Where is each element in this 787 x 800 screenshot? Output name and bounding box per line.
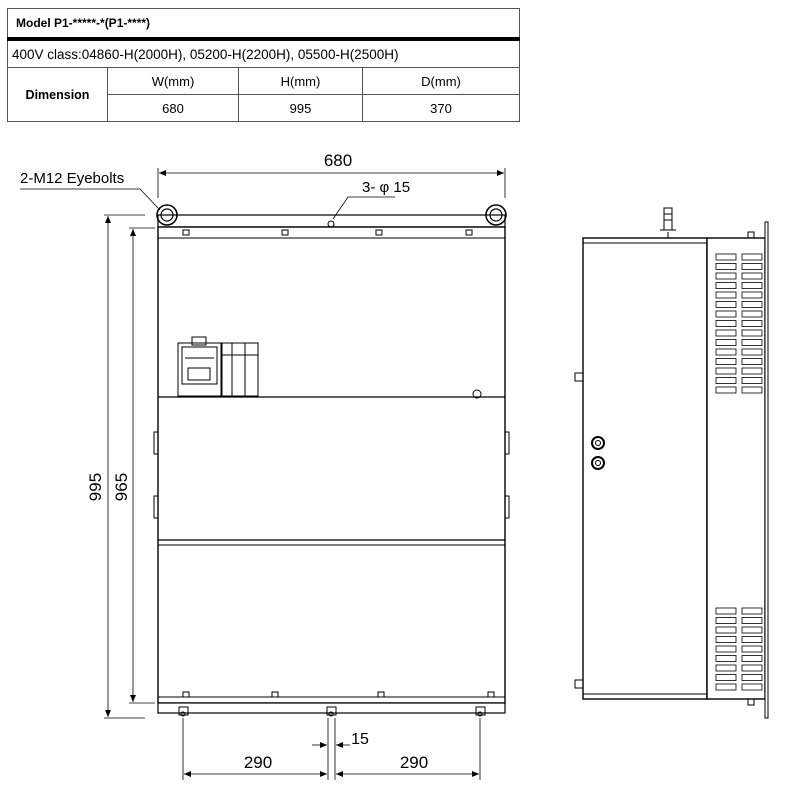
column-header-width: W(mm) — [108, 68, 239, 95]
vent-slot — [716, 656, 736, 662]
vent-slot — [742, 321, 762, 327]
vent-slot — [716, 254, 736, 260]
vent-slot — [742, 665, 762, 671]
value-height: 995 — [239, 95, 363, 122]
vent-slot — [716, 387, 736, 393]
vent-slot — [742, 627, 762, 633]
vent-slot — [716, 608, 736, 614]
vent-slot — [742, 684, 762, 690]
vent-slot — [742, 378, 762, 384]
class-line: 400V class:04860-H(2000H), 05200-H(2200H), 05500-H(2500H) — [8, 39, 520, 68]
vent-slot — [742, 349, 762, 355]
vent-slot — [716, 618, 736, 624]
hole-label: 3- φ 15 — [362, 179, 411, 196]
vent-slot — [716, 675, 736, 681]
vent-slot — [716, 359, 736, 365]
vent-slot — [742, 359, 762, 365]
vent-slot — [742, 330, 762, 336]
total-height-dimension-label: 995 — [86, 472, 105, 502]
right-spacing-dimension-label: 290 — [399, 753, 429, 772]
vent-slot — [716, 684, 736, 690]
vent-slot — [716, 349, 736, 355]
vent-slot — [742, 292, 762, 298]
front-view — [154, 205, 509, 716]
value-width: 680 — [108, 95, 239, 122]
vent-slot — [716, 311, 736, 317]
value-depth: 370 — [363, 95, 520, 122]
inner-height-dimension-label: 965 — [112, 472, 131, 502]
vent-slot — [716, 637, 736, 643]
vent-slot — [742, 264, 762, 270]
column-header-height: H(mm) — [239, 68, 363, 95]
vent-slot — [716, 264, 736, 270]
vent-slot — [742, 675, 762, 681]
left-spacing-dimension-label: 290 — [243, 753, 273, 772]
eyebolts-label: 2-M12 Eyebolts — [20, 170, 125, 187]
slot-dimension-label: 15 — [351, 731, 369, 748]
model-title: Model P1-*****-*(P1-****) — [8, 9, 520, 40]
vent-slot — [716, 292, 736, 298]
vent-slot — [742, 618, 762, 624]
vent-slot — [716, 340, 736, 346]
vent-slot — [742, 283, 762, 289]
vent-slot — [716, 627, 736, 633]
vent-slot — [716, 330, 736, 336]
vent-slot — [716, 646, 736, 652]
vent-slot — [716, 283, 736, 289]
vent-slot — [716, 302, 736, 308]
column-header-depth: D(mm) — [363, 68, 520, 95]
vent-slot — [716, 665, 736, 671]
vent-slot — [742, 646, 762, 652]
side-view — [575, 208, 768, 718]
width-dimension-label: 680 — [323, 151, 353, 170]
vent-slot — [716, 321, 736, 327]
vent-slot — [742, 656, 762, 662]
vent-slot — [742, 637, 762, 643]
vent-slot — [716, 273, 736, 279]
vent-slot — [742, 368, 762, 374]
vent-slot — [742, 302, 762, 308]
vent-slot — [716, 378, 736, 384]
dimension-row-label: Dimension — [8, 68, 108, 122]
vent-slot — [742, 340, 762, 346]
vent-slot — [742, 273, 762, 279]
vent-slot — [742, 254, 762, 260]
vent-slot — [742, 311, 762, 317]
vent-slot — [742, 387, 762, 393]
vent-slot — [742, 608, 762, 614]
vent-slot — [716, 368, 736, 374]
